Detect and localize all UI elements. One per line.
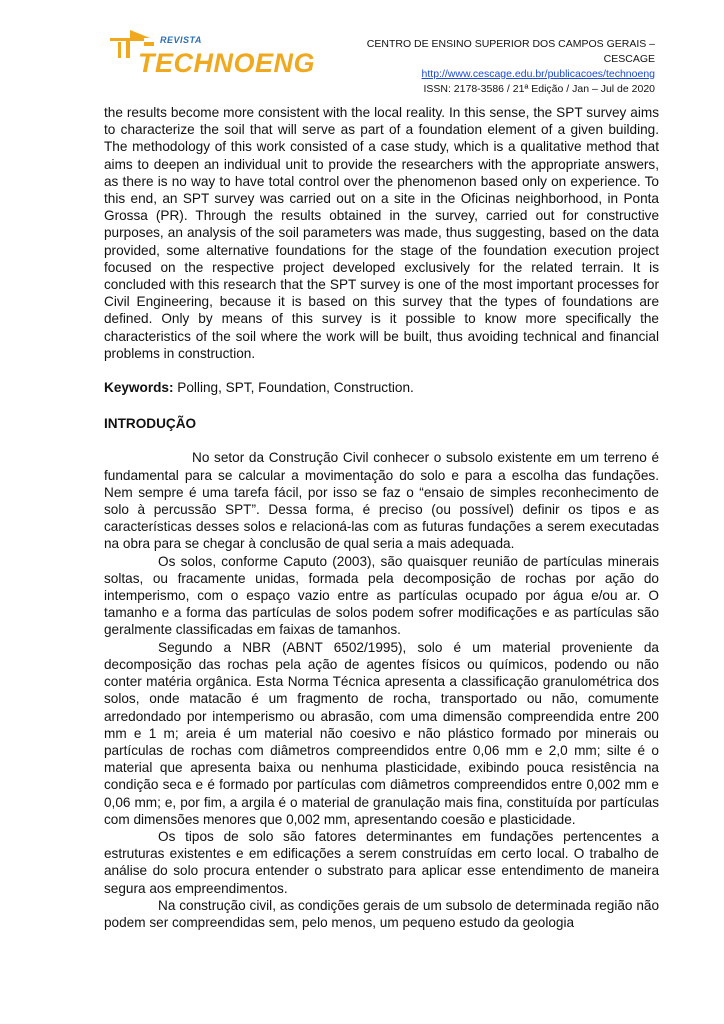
page-header [0,0,724,95]
logo-small-text: REVISTA [160,35,202,45]
keywords-text: Polling, SPT, Foundation, Construction. [173,380,414,396]
paragraph: Os solos, conforme Caputo (2003), são quaisquer reunião de partículas minerais soltas, ou fracamente unidas, formada pela decomposição de rochas por ação do intemperismo, com o espaço vazio entre as partículas ocupado por água e/ou ar. O tamanho e a forma das partículas de solos podem sofrer modificações e as partículas são geralmente classificadas em faixas de tamanhos. [104,553,659,638]
logo-wordmark: TECHNOENG [138,48,316,78]
paragraph: No setor da Construção Civil conhecer o subsolo existente em um terreno é fundamental para se calcular a movimentação do solo e para a escolha das fundações. Nem sempre é uma tarefa fácil, por isso se faz o “ensaio de simples reconhecimento de solo à percussão SPT”. Dessa forma, é preciso (ou possível) definir os tipos e as características desses solos e relacioná-las com as futuras fundações a serem executadas na obra para se chegar à conclusão de qual seria a mais adequada. [104,450,659,552]
keywords-label: Keywords: [104,380,174,396]
institution-name: CENTRO DE ENSINO SUPERIOR DOS CAMPOS GERAIS – CESCAGE [366,38,655,65]
document-body [104,104,659,931]
paragraph: Na construção civil, as condições gerais de um subsolo de determinada região não podem ser compreendidas sem, pelo menos, um pequeno estudo da geologia [104,897,659,930]
technoeng-logo [108,28,316,88]
paragraph: Segundo a NBR (ABNT 6502/1995), solo é um material proveniente da decomposição das rochas pela ação de agentes físicos ou químicos, podendo ou não conter matéria orgânica. Esta Norma Técnica apresenta a classificação granulométrica dos solos, onde matacão é um fragmento de rocha, transportado ou não, comumente arredondado por intemperismo ou abrasão, com uma dimensão compreendida entre 200 mm e 1 m; areia é um material não coesivo e não plástico formado por minerais ou partículas de rochas com diâmetros compreendidos entre 0,06 mm e 2,0 mm; silte é o material que apresenta baixa ou nenhuma plasticidade, exibindo pouca resistência na condição seca e é formado por partículas com diâmetros compreendidos entre 0,002 mm e 0,06 mm; e, por fim, a argila é o material de granulação mais fina, constituída por partículas com dimensões menores que 0,002 mm, apresentando coesão e plasticidade. [104,639,659,827]
issn-line: ISSN: 2178-3586 / 21ª Edição / Jan – Jul de 2020 [423,83,655,95]
abstract-continuation: the results become more consistent with the local reality. In this sense, the SPT survey aims to characterize the soil that will serve as part of a foundation element of a given building. The methodology of this work consisted of a case study, which is a qualitative method that aims to deepen an individual unit to provide the researchers with the appropriate answers, as there is no way to have total control over the phenomenon based only on experience. To this end, an SPT survey was carried out on a site in the Oficinas neighborhood, in Ponta Grossa (PR). Through the results obtained in the survey, carried out for constructive purposes, an analysis of the soil parameters was made, thus suggesting, based on the data provided, some alternative foundations for the stage of the foundation execution project focused on the respective project developed exclusively for the related terrain. It is concluded with this research that the SPT survey is one of the most important processes for Civil Engineering, because it is based on this survey that the types of foundations are defined. Only by means of this survey is it possible to know more specifically the characteristics of the soil where the work will be built, thus avoiding technical and financial problems in construction. [104,105,659,361]
journal-url-link[interactable]: http://www.cescage.edu.br/publicacoes/technoeng [421,68,655,80]
journal-info [318,37,655,97]
keywords-line [104,379,659,396]
section-heading-introducao: INTRODUÇÃO [104,416,197,432]
paragraph: Os tipos de solo são fatores determinantes em fundações pertencentes a estruturas existentes e em edificações a serem construídas em certo local. O trabalho de análise do solo procura entender o substrato para aplicar esse entendimento de maneira segura aos empreendimentos. [104,828,659,896]
